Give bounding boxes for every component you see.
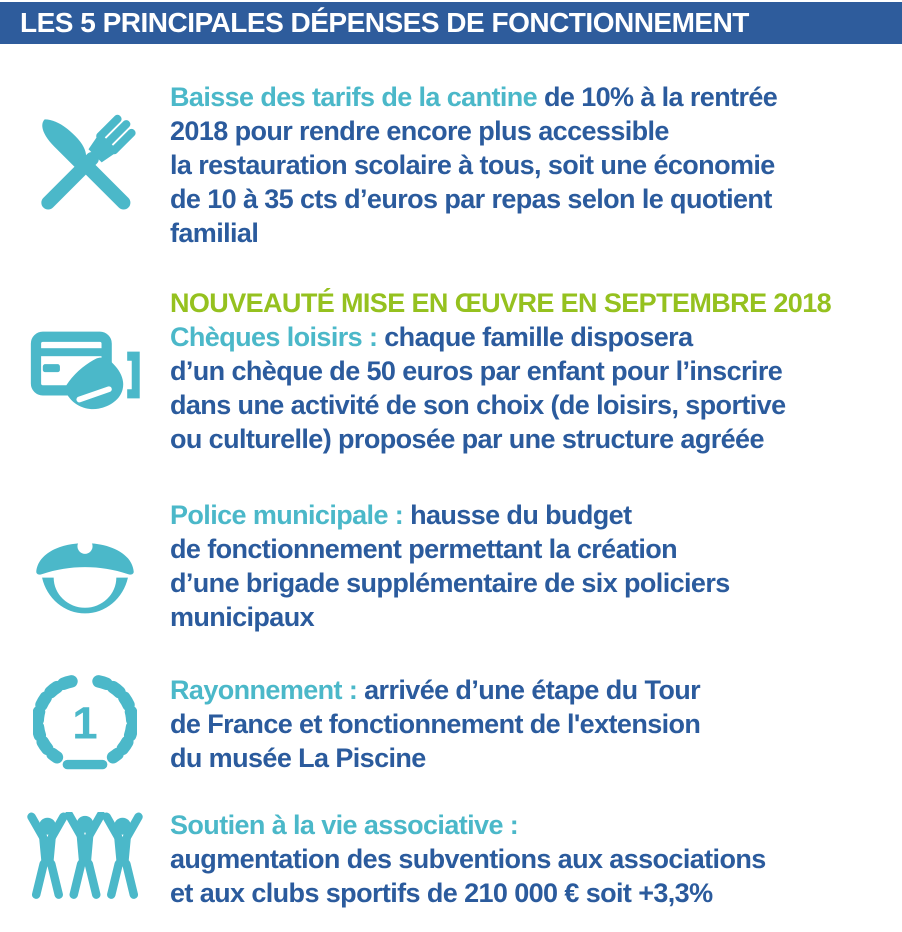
text-segment-blue: de 10 à 35 cts d’euros par repas selon le quotient [170, 184, 772, 214]
text-line [170, 566, 896, 600]
text-line [170, 354, 896, 388]
text-segment-blue: d’un chèque de 50 euros par enfant pour l’inscrire [170, 356, 783, 386]
text-line [170, 320, 896, 354]
text-segment-blue: de fonctionnement permettant la création [170, 534, 678, 564]
text-segment-blue: ou culturelle) proposée par une structure agréée [170, 424, 764, 454]
laurel-badge-number: 1 [72, 697, 98, 749]
text-segment-blue: municipaux [170, 602, 315, 632]
text-segment-teal: Baisse des tarifs de la cantine [170, 82, 538, 112]
expense-item-cantine [0, 80, 902, 250]
text-segment-teal: Chèques loisirs : [170, 322, 385, 352]
text-line [170, 707, 896, 741]
text-line [170, 216, 896, 250]
text-segment-blue: de 10% à la rentrée [537, 82, 778, 112]
icon-cell [0, 103, 170, 227]
text-line [170, 286, 896, 320]
text-line [170, 808, 896, 842]
text-line [170, 600, 896, 634]
text-line [170, 498, 896, 532]
text-segment-blue: du musée La Piscine [170, 743, 426, 773]
text-line [170, 182, 896, 216]
text-line [170, 876, 896, 910]
cutlery-icon [23, 103, 147, 227]
text-segment-teal: Police municipale : [170, 500, 411, 530]
text-line [170, 532, 896, 566]
expense-item-vie-associative [0, 808, 902, 910]
header-bar [0, 2, 902, 44]
expense-item-cheques-loisirs [0, 286, 902, 456]
text-line [170, 388, 896, 422]
laurel-first-place-icon [33, 672, 137, 776]
icon-cell [0, 812, 170, 906]
text-line [170, 842, 896, 876]
text-segment-blue: familial [170, 218, 259, 248]
expense-item-police [0, 498, 902, 634]
text-line [170, 673, 896, 707]
text-segment-blue: d’une brigade supplémentaire de six policiers [170, 568, 730, 598]
text-line [170, 148, 896, 182]
text-segment-blue: augmentation des subventions aux associations [170, 844, 766, 874]
text-segment-blue: dans une activité de son choix (de loisirs, sportive [170, 390, 786, 420]
police-cap-icon [27, 508, 143, 624]
expense-text-cantine [170, 80, 902, 250]
text-line [170, 741, 896, 775]
page-title: LES 5 PRINCIPALES DÉPENSES DE FONCTIONNEMENT [20, 7, 749, 38]
text-line [170, 114, 896, 148]
text-segment-blue: la restauration scolaire à tous, soit une économie [170, 150, 775, 180]
text-segment-blue: hausse du budget [410, 500, 632, 530]
text-segment-blue: de France et fonctionnement de l'extension [170, 709, 701, 739]
icon-cell [0, 314, 170, 428]
expense-text-vie-associative [170, 808, 902, 910]
text-line [170, 80, 896, 114]
text-segment-blue: 2018 pour rendre encore plus accessible [170, 116, 669, 146]
cheque-in-hand-icon [28, 314, 142, 428]
expense-text-rayonnement [170, 673, 902, 775]
text-segment-teal: Rayonnement : [170, 675, 365, 705]
icon-cell [0, 672, 170, 776]
text-segment-blue: chaque famille disposera [384, 322, 693, 352]
expense-text-cheques-loisirs [170, 286, 902, 456]
expense-item-rayonnement [0, 672, 902, 776]
people-association-icon [24, 812, 146, 906]
expenses-list [0, 44, 902, 910]
text-segment-blue: et aux clubs sportifs de 210 000 € soit +3,3% [170, 878, 713, 908]
text-segment-teal: Soutien à la vie associative : [170, 810, 519, 840]
text-segment-green: NOUVEAUTÉ MISE EN ŒUVRE EN SEPTEMBRE 2018 [170, 288, 832, 318]
expense-text-police [170, 498, 902, 634]
text-line [170, 422, 896, 456]
icon-cell [0, 508, 170, 624]
text-segment-blue: arrivée d’une étape du Tour [364, 675, 701, 705]
